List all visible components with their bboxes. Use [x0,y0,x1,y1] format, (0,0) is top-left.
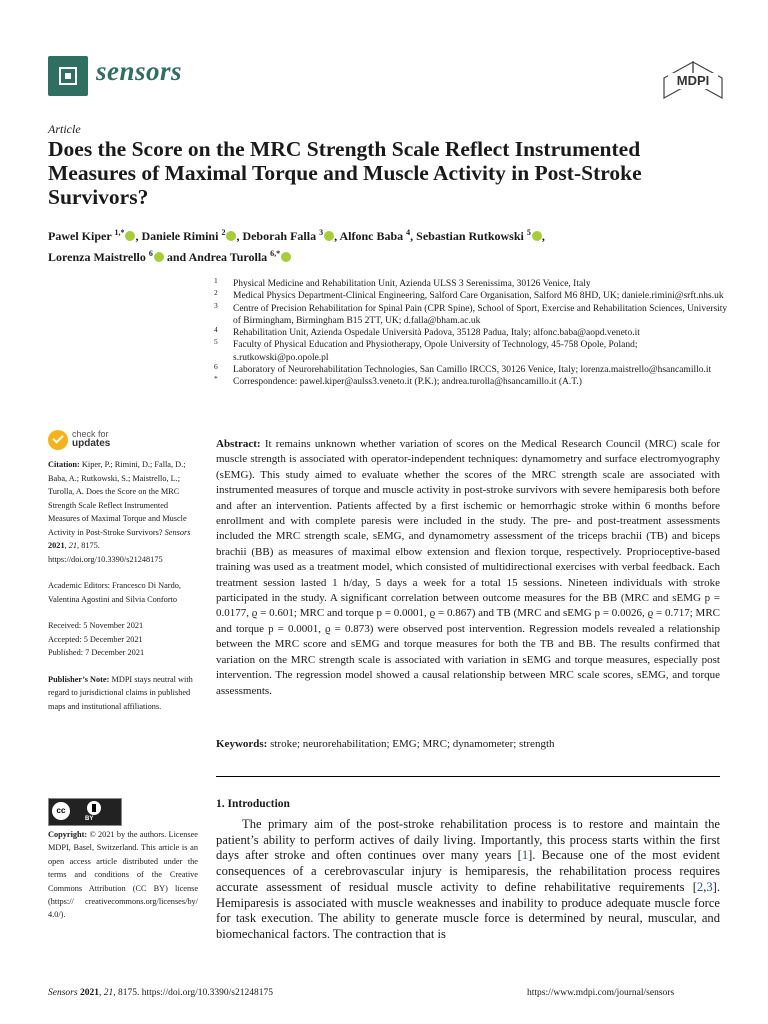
affiliation-text: Physical Medicine and Rehabilitation Unit, Azienda ULSS 3 Serenissima, 30126 Venice, Italy [233,279,591,289]
article-type: Article [48,122,81,136]
affiliation-number: 1 [214,276,218,285]
author-affil-sup: 6 [148,249,153,258]
attribution-person-icon [87,801,101,815]
author-affil-sup: 4 [406,228,411,237]
orcid-icon[interactable] [154,252,164,262]
citation-label: Citation: [48,460,80,469]
keywords [216,738,720,750]
citation-text: Kiper, P.; Rimini, D.; Falla, D.; Baba, A.; Rutkowski, S.; Maistrello, L.; Turolla, A. Does the Score on the MRC Strength Scale Reflect Instrumented Measures of Maximal Torque and Muscle Activity in Post-Stroke Survivors? [48,460,187,537]
intro-text: The primary aim of the post-stroke rehabilitation process is to restore and maintain the patient’s ability to perform actives of daily living. Importantly, this process starts within the first days after stroke and often continues over many years [ [216,817,720,863]
citation-journal: Sensors [164,527,191,537]
author-affil-sup: 1,* [114,228,125,237]
publisher-note-text: MDPI stays neutral with regard to jurisdictional claims in published maps and institutional affiliations. [48,674,193,711]
copyright-label: Copyright: [48,830,88,839]
orcid-icon[interactable] [226,231,236,241]
affiliation-number: 4 [214,325,218,335]
affiliation-list [212,278,732,389]
academic-editors: Academic Editors: Francesco Di Nardo, Valentina Agostini and Silvia Conforto [48,581,181,604]
citation-ref[interactable]: 3 [706,879,713,894]
footer-doi[interactable]: , 8175. https://doi.org/10.3390/s21248175 [113,988,273,998]
intro-text: ]. Because one of the most evident consequences of a cerebrovascular injury is hemiparesis, the rehabilitation process requires accurate assessment of residual muscle activity to define rehabilitative requirements [ [216,848,721,894]
affiliation-number: 2 [214,288,218,298]
check-updates-line2[interactable]: updates [72,438,111,449]
citation-doi[interactable]: , 8175. https://doi.org/10.3390/s21248175 [48,541,163,564]
ref-separator: , [703,879,707,894]
author-affil-sup: 2 [221,228,226,237]
orcid-icon[interactable] [281,252,291,262]
section-divider [216,776,720,777]
citation-ref[interactable]: 2 [696,879,704,894]
footer-journal-url[interactable]: https://www.mdpi.com/journal/sensors [527,988,675,998]
affiliation-item [212,376,732,388]
affiliation-number: 5 [214,337,218,347]
author-name[interactable]: Andrea Turolla [188,250,268,264]
affiliation-item [212,364,732,376]
citation-block: Citation: Kiper, P.; Rimini, D.; Falla, D.; Baba, A.; Rutkowski, S.; Maistrello, L.; Turolla, A. Does the Score on the MRC Strength Scale Reflect Instrumented Measures of Maximal Torque and Muscle Activity in Post-Stroke Survivors? Sensors 2021, 21, 8175. https://doi.org/10.3390/s21248175 [48,460,191,564]
and-word: and [166,250,187,264]
author-name[interactable]: Sebastian Rutkowski [416,229,524,243]
sidebar-info [48,458,200,726]
author-affil-sup: 6,* [270,249,281,258]
affiliation-number: 3 [214,300,218,310]
affiliation-item [212,300,732,328]
publisher-name: MDPI [676,73,710,88]
abstract [216,437,720,699]
dates-block [48,619,200,660]
received-date: Received: 5 November 2021 [48,621,144,630]
author-name[interactable]: Alfonc Baba [339,229,404,243]
intro-paragraph [216,817,720,943]
abstract-label: Abstract: [216,438,261,450]
publisher-note [48,673,200,714]
abstract-text: It remains unknown whether variation of scores on the Medical Research Council (MRC) scale for muscle strength is associated with operator-independent techniques: dynamometry and surface electromyography (sEMG). This study aimed to evaluate whether the scores of the MRC strength scale are associated with instrumented measures of torque and muscle activity in post-stroke survivors with severe hemiparesis both before and after an intervention. Patients affected by a first ischemic or hemorrhagic stroke within 6 months before enrollment and with complete paresis were included in the study. The pre- and post-treatment assessments included the MRC strength scale, sEMG, and dynamometry assessment of the triceps brachii (TB) and biceps brachii (BB) as measures of maximal elbow extension and flexion torque, respectively. Proprioceptive-based training was used as a treatment model, which consisted of multidirectional exercises with verbal feedback. Each treatment session lasted 1 h/day, 5 days a week for a total 15 sessions. Nineteen individuals with stroke participated in the study. A significant correlation between outcome measures for the BB (MRC and sEMG p = 0.0177, ϱ = 0.601; MRC and torque p = 0.0001, ϱ = 0.867) and TB (MRC and sEMG p = 0.0026, ϱ = 0.717; MRC and torque p = 0.0001, ϱ = 0.873) were observed post intervention. Regression models revealed a relationship between the MRC score and sEMG and torque measures for both the TB and BB. The results confirmed that variation on the MRC strength scale is associated with variation in sEMG and torque measures, especially post intervention. The regression model showed a causal relationship between MRC scale scores, sEMG, and torque assessments. [216,438,720,697]
by-label: BY [85,816,94,822]
keywords-text: stroke; neurorehabilitation; EMG; MRC; dynamometer; strength [270,738,555,750]
orcid-icon[interactable] [532,231,542,241]
correspondence-text: Correspondence: pawel.kiper@aulss3.veneto.it (P.K.); andrea.turolla@hsancamillo.it (A.T.) [233,377,582,388]
affiliation-item [212,290,732,302]
published-date: Published: 7 December 2021 [48,648,145,657]
author-affil-sup: 3 [319,228,324,237]
accepted-date: Accepted: 5 December 2021 [48,634,143,644]
affiliation-number: 6 [214,362,218,372]
affiliation-text: Centre of Precision Rehabilitation for Spinal Pain (CPR Spine), School of Sport, Exercise and Rehabilitation Sciences, University of Birmingham, Birmingham B15 2TT, UK; d.falla@bham.ac.uk [233,303,728,326]
affiliation-number: * [214,374,218,384]
author-name[interactable]: Pawel Kiper [48,229,112,243]
footer-volume: 21 [103,988,114,998]
citation-volume: 21 [68,541,78,550]
journal-name[interactable]: sensors [96,56,183,86]
author-name[interactable]: Lorenza Maistrello [48,250,146,264]
affiliation-item [212,327,732,339]
cc-by-license-icon[interactable] [48,798,122,826]
check-updates-line1[interactable]: check for [72,429,109,439]
mdpi-logo-icon[interactable] [660,60,726,100]
author-name[interactable]: Daniele Rimini [141,229,219,243]
affiliation-text: Medical Physics Department-Clinical Engineering, Salford Care Organisation, Salford M6 8HD, UK; daniele.rimini@srft.nhs.uk [233,291,724,302]
affiliation-item [212,339,732,364]
article-title: Does the Score on the MRC Strength Scale Reflect Instrumented Measures of Maximal Torque and Muscle Activity in Post-Stroke Survivors? [48,137,642,209]
affiliation-text: Faculty of Physical Education and Physiotherapy, Opole University of Technology, 45-758 Opole, Poland; s.rutkowski@po.opole.pl [233,340,638,363]
section-heading: 1. Introduction [216,798,290,810]
footer-year: 2021 [79,988,99,998]
author-name[interactable]: Deborah Falla [242,229,317,243]
publisher-note-label: Publisher’s Note: [48,674,110,684]
check-for-updates-icon[interactable] [48,430,68,450]
footer-citation: Sensors 2021, 21, 8175. https://doi.org/10.3390/s21248175 [48,988,273,998]
intro-text: ]. Hemiparesis is associated with muscle weaknesses and inability to produce adequate muscle force for task execution. The ability to generate muscle force is determined by neural, muscular, and biomechanical factors. The contraction that is [216,879,720,941]
author-affil-sup: 5 [526,228,531,237]
copyright-notice [48,828,198,922]
orcid-icon[interactable] [125,231,135,241]
citation-ref[interactable]: 1 [521,848,529,863]
affiliation-text: Rehabilitation Unit, Azienda Ospedale Università Padova, 35128 Padua, Italy; alfonc.baba@aopd.veneto.it [233,328,640,339]
affiliation-item [212,278,732,290]
orcid-icon[interactable] [324,231,334,241]
keywords-label: Keywords: [216,738,268,750]
cc-icon: cc [52,802,70,820]
copyright-text: © 2021 by the authors. Licensee MDPI, Basel, Switzerland. This article is an open access article distributed under the terms and conditions of the Creative Commons Attribution (CC BY) license (https:// creativecommons.org/licenses/by/ 4.0/). [48,830,198,920]
affiliation-text: Laboratory of Neurorehabilitation Technologies, San Camillo IRCCS, 30126 Venice, Italy; lorenza.maistrello@hsancamillo.it [233,365,712,376]
journal-logo-icon [48,56,88,96]
citation-year: 2021 [48,541,65,550]
footer-journal: Sensors [48,988,78,998]
author-list: Pawel Kiper $^{1,*}$ , Daniele Rimini $^2$ , Deborah Falla $^3$ , Alfonc Baba $^4$, Sebastian Rutkowski $^5$ , Lorenza Maistrello $^6$ and Andrea Turolla $^{6,*}$ [48,228,545,264]
